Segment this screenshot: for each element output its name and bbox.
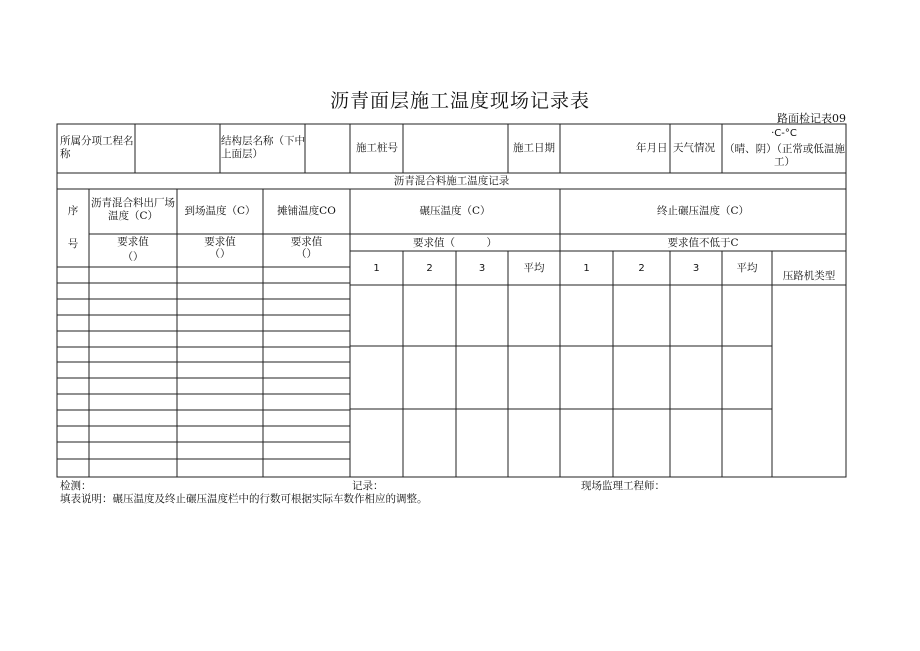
end-req-label: 要求值不低于C [667,237,739,249]
supervisor-label: 现场监理工程师： [581,480,665,492]
station-label: 施工桩号 [356,142,398,154]
temperature-range: ·C-°C [771,128,797,139]
roll-col-2: 2 [426,263,433,274]
date-value: 年月日 [636,142,668,154]
end-col-avg: 平均 [736,262,758,274]
end-col-1: 1 [583,263,590,274]
document-title: 沥青面层施工温度现场记录表 [329,90,590,112]
roll-req-label: 要求值（ ） [413,237,497,249]
end-col-2: 2 [638,263,645,274]
inspector-label: 检测： [60,480,92,492]
paving-req-label: 要求值 [290,236,323,248]
date-label: 施工日期 [513,142,555,154]
form-number: 路面检记表09 [777,112,846,125]
roll-temp-header: 碾压温度（C） [419,205,491,217]
roll-col-1: 1 [373,263,380,274]
structure-label: 结构层名称（下中上面层） [221,135,305,160]
weather-note: （晴、阴）（正常或低温施工） [724,143,845,168]
roll-col-3: 3 [478,263,486,274]
seq-label-top: 序 [67,205,79,217]
paving-req-paren: （） [296,248,317,260]
mix-req-label: 要求值 [117,236,149,248]
fill-instructions: 填表说明：碾压温度及终止碾压温度栏中的行数可根据实际车数作相应的调整。 [60,493,428,505]
project-label: 所属分项工程名称 [60,135,134,160]
paving-temp-header: 摊铺温度CO [277,205,336,217]
section-title: 沥青混合料施工温度记录 [393,175,510,187]
seq-label-bottom: 号 [67,238,79,250]
arrival-req-paren: （） [209,248,231,260]
mix-req-paren: （） [122,251,144,263]
mix-temp-header: 沥青混合料出厂场温度（C） [91,197,175,222]
roll-col-avg: 平均 [523,262,545,274]
roller-type-header: 压路机类型 [782,270,836,282]
arrival-req-label: 要求值 [204,236,236,248]
recorder-label: 记录： [352,480,384,492]
weather-label: 天气情况 [673,142,715,154]
end-roll-temp-header: 终止碾压温度（C） [656,205,750,217]
arrival-temp-header: 到场温度（C） [184,205,256,217]
end-col-3: 3 [692,263,700,274]
